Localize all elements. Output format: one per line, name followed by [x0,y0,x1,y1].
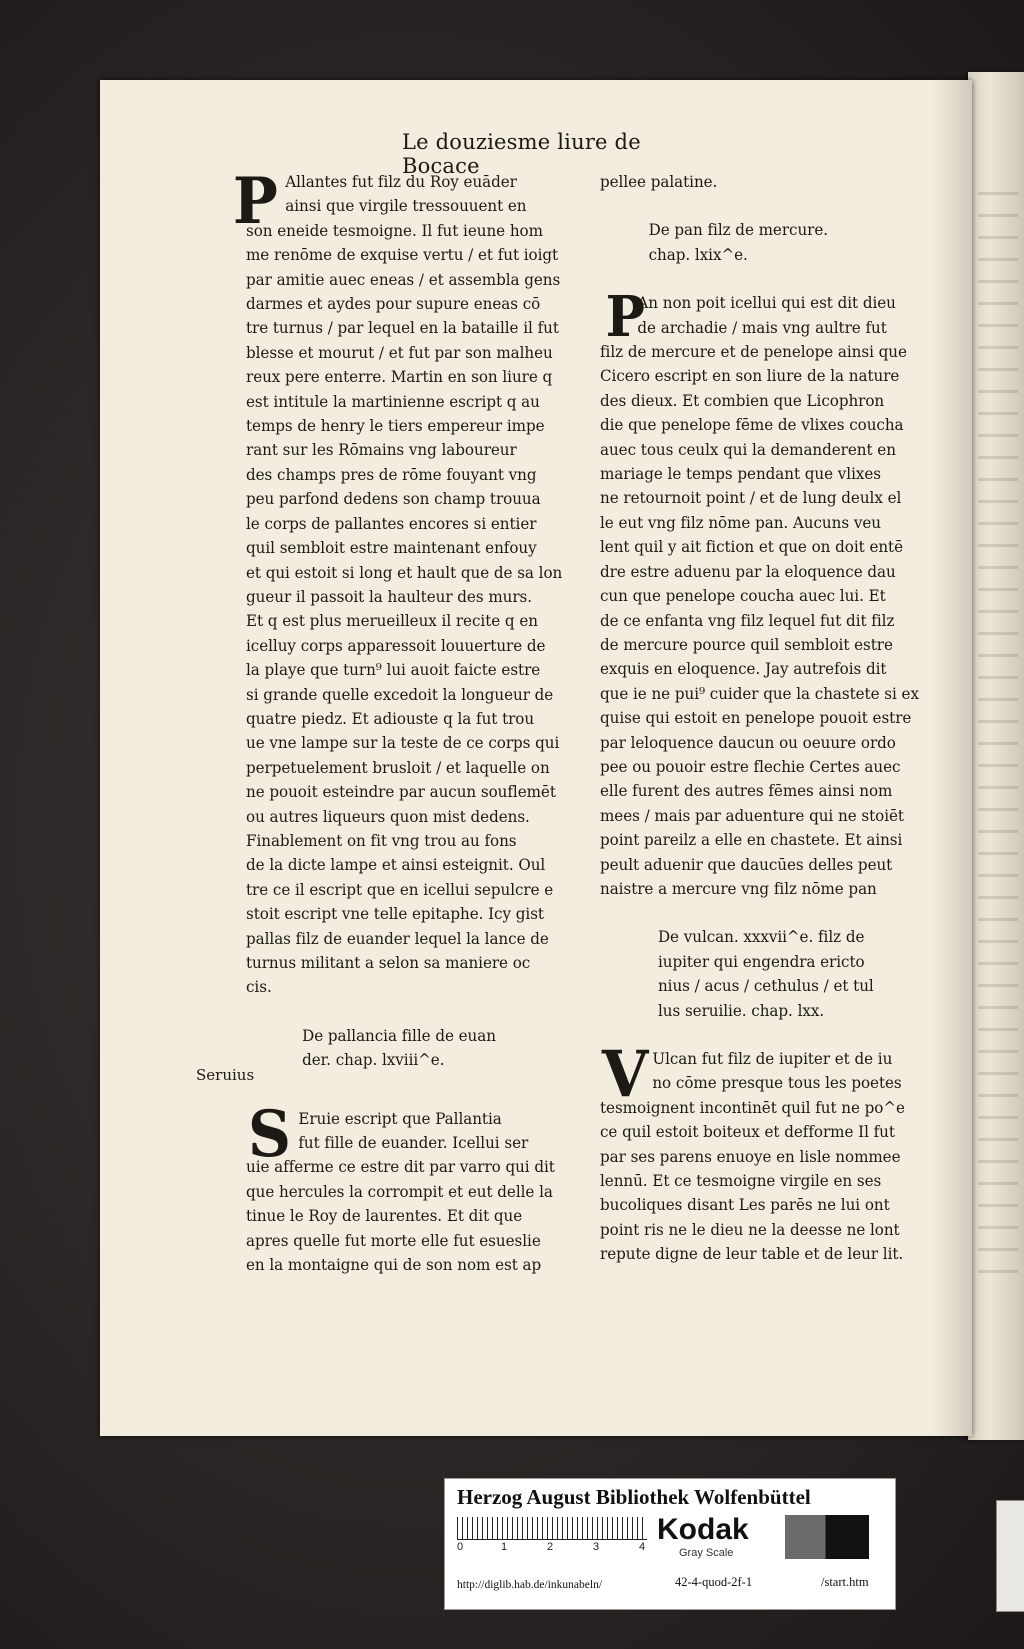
text-line: est intitule la martinienne escript q au [246,391,540,411]
paragraph-pan-wrap [600,284,919,901]
text-line: des dieux. Et combien que Licophron [600,390,885,410]
text-line: par ses parens enuoye en lisle nommee [600,1146,901,1166]
text-line: naistre a mercure vng filz nōme pan [600,878,877,898]
chapter-heading-line: iupiter qui engendra ericto [657,951,865,971]
ruler-number: 4 [639,1541,646,1553]
heading-pan [600,218,918,267]
corner-tag [996,1500,1024,1612]
chapter-heading-line: De pan filz de mercure. [648,220,829,240]
text-line: apres quelle fut morte elle fut esueslie [246,1230,541,1250]
text-line: point ris ne le dieu ne la deesse ne lont [600,1219,900,1239]
text-line: Ulcan fut filz de iupiter et de iu [652,1049,893,1068]
text-line: An non poit icellui qui est dit dieu [637,293,896,313]
chapter-heading-line: der. chap. lxviii^e. [302,1050,445,1070]
library-name: Herzog August Bibliothek Wolfenbüttel [457,1485,811,1509]
text-line: le corps de pallantes encores si entier [246,513,537,533]
text-line: lennū. Et ce tesmoigne virgile en ses [600,1171,882,1191]
text-line: pallas filz de euander lequel la lance de [246,928,549,948]
text-line: son eneide tesmoigne. Il fut ieune hom [246,220,543,240]
paragraph-pallancia [246,1155,564,1277]
text-line: cun que penelope coucha auec lui. Et [600,586,886,606]
text-line: no cōme presque tous les poetes [652,1073,902,1093]
paragraph-vulcan [600,1096,918,1267]
text-line: gueur il passoit la haulteur des murs. [246,586,533,606]
text-line: tesmoignent incontinēt quil fut ne po^e [600,1097,905,1117]
archive-label-strip [444,1478,896,1610]
adjacent-page-edge [968,72,1024,1440]
text-line: tre ce il escript que en icellui sepulcre e [246,879,554,899]
text-line: de la dicte lampe et ainsi esteignit. Oul [246,855,546,875]
text-line: perpetuelement brusloit / et laquelle on [246,757,550,777]
text-line: Et q est plus merueilleux il recite q en [246,611,538,631]
chapter-heading-line: lus seruilie. chap. lxx. [657,1000,825,1020]
text-line: me renōme de exquise vertu / et fut ioigt [246,245,559,265]
dropcap-v-right: V [601,1037,649,1112]
text-line: reux pere enterre. Martin en son liure q [246,367,553,387]
text-line: Finablement on fit vng trou au fons [246,830,517,850]
text-line: ce quil estoit boiteux et defforme Il fut [600,1122,895,1142]
text-line: de archadie / mais vng aultre fut [637,317,887,337]
ruler-number: 2 [547,1541,554,1553]
paragraph-pallantes-intro [246,170,564,219]
text-line: fut fille de euander. Icellui ser [298,1133,529,1153]
text-line: auec tous ceulx qui la demanderent en [600,439,896,459]
text-line: ainsi que virgile tressouuent en [285,196,527,216]
ruler-number: 0 [457,1541,464,1553]
text-line: des champs pres de rōme fouyant vng [246,464,537,484]
paragraph-vulcan-wrap [600,1037,918,1267]
carry-line: pellee palatine. [600,172,718,191]
text-line: cis. [246,977,272,997]
grayscale-label: Gray Scale [679,1547,734,1559]
chapter-heading-line: nius / acus / cethulus / et tul [657,976,874,996]
text-line: rant sur les Rōmains vng laboureur [246,440,517,460]
text-line: lent quil y ait fiction et que on doit entē [600,537,903,557]
text-line: quise qui estoit en penelope pouoit estre [600,708,912,728]
marginal-note: Seruius [196,1066,255,1084]
heading-vulcan [600,925,918,1023]
text-line: que hercules la corrompit et eut delle la [246,1181,553,1201]
text-line: si grande quelle excedoit la longueur de [246,684,554,704]
right-column [600,170,918,1267]
kodak-logo: Kodak [657,1513,749,1546]
text-line: ne retournoit point / et de lung deulx el [600,488,902,508]
text-line: mariage le temps pendant que vlixes [600,464,882,484]
chapter-heading-line: De pallancia fille de euan [302,1025,496,1045]
text-line: temps de henry le tiers empereur impe [246,416,545,436]
text-line: pee ou pouoir estre flechie Certes auec [600,756,901,776]
left-column [232,164,564,1277]
shelfmark: 42-4-quod-2f-1 [675,1575,753,1589]
text-line: quatre piedz. Et adiouste q la fut trou [246,708,535,728]
paragraph-pan [600,340,918,901]
paragraph-pallancia-intro [246,1107,564,1156]
dropcap-s-left: S [247,1096,292,1172]
text-line: elle furent des autres fēmes ainsi nom [600,781,893,801]
start-link: /start.htm [821,1575,869,1589]
text-line: ne pouoit esteindre par aucun souflemēt [246,782,556,802]
paragraph-pallantes [246,219,564,1000]
text-line: par amitie auec eneas / et assembla gens [246,269,561,289]
text-line: exquis en eloquence. Jay autrefois dit [600,659,887,679]
text-line: ue vne lampe sur la teste de ce corps qui [246,733,560,753]
text-line: en la montaigne qui de son nom est ap [246,1255,542,1275]
text-line: peu parfond dedens son champ trouua [246,489,541,509]
text-line: ou autres liqueurs quon mist dedens. [246,806,530,826]
text-line: Allantes fut filz du Roy euāder [285,172,517,191]
text-line: tinue le Roy de laurentes. Et dit que [246,1206,523,1226]
text-line: darmes et aydes pour supure eneas cō [246,294,541,314]
text-line: de ce enfanta vng filz lequel fut dit filz [600,610,895,630]
text-line: dre estre aduenu par la eloquence dau [600,561,896,581]
text-line: die que penelope fēme de vlixes coucha [600,415,904,435]
text-line: icelluy corps apparessoit louuerture de [246,635,546,655]
text-line: peult aduenir que daucūes delles peut [600,854,893,874]
chapter-heading-line: De vulcan. xxxvii^e. filz de [657,927,865,947]
text-line: par leloquence daucun ou oeuure ordo [600,732,896,752]
text-line: Cicero escript en son liure de la nature [600,366,900,386]
text-line: turnus militant a selon sa maniere oc [246,953,531,972]
text-line: et qui estoit si long et hault que de sa lon [246,562,563,582]
text-line: quil sembloit estre maintenant enfouy [246,538,537,558]
text-line: Eruie escript que Pallantia [298,1108,502,1128]
text-line: mees / mais par aduenture qui ne stoiēt [600,805,904,825]
gray-swatch [785,1515,869,1559]
ruler-number: 3 [593,1541,600,1553]
text-line: uie afferme ce estre dit par varro qui dit [246,1157,555,1177]
text-line: le eut vng filz nōme pan. Aucuns veu [600,512,881,532]
dropcap-p-left: P [232,164,278,239]
text-line: de mercure pource quil sembloit estre [600,634,893,654]
ruler-number: 1 [501,1541,508,1553]
chapter-heading-line: chap. lxix^e. [648,244,748,264]
text-line: tre turnus / par lequel en la bataille il fut [246,318,559,338]
text-line: la playe que turn⁹ lui auoit faicte estre [246,660,541,680]
text-line: bucoliques disant Les parēs ne lui ont [600,1195,890,1215]
adjacent-page-bleed [978,192,1018,1292]
paragraph-pallancia-wrap [246,1096,564,1278]
paragraph-pan-intro [600,291,918,340]
dropcap-p-right: P [605,284,645,351]
text-line: repute digne de leur table et de leur lit. [600,1244,904,1264]
text-line: stoit escript vne telle epitaphe. Icy gist [246,904,544,924]
text-line: filz de mercure et de penelope ainsi que [600,342,907,362]
library-url: http://diglib.hab.de/inkunabeln/ [457,1579,603,1591]
scale-ruler [457,1517,647,1540]
text-line: point pareilz a elle en chastete. Et ainsi [600,830,903,850]
text-line: blesse et mourut / et fut par son malheu [246,342,553,362]
heading-pallancia [246,1024,564,1073]
text-line: que ie ne pui⁹ cuider que la chastete si ex [600,683,919,703]
running-head: Le douziesme liure de Bocace [402,130,641,178]
